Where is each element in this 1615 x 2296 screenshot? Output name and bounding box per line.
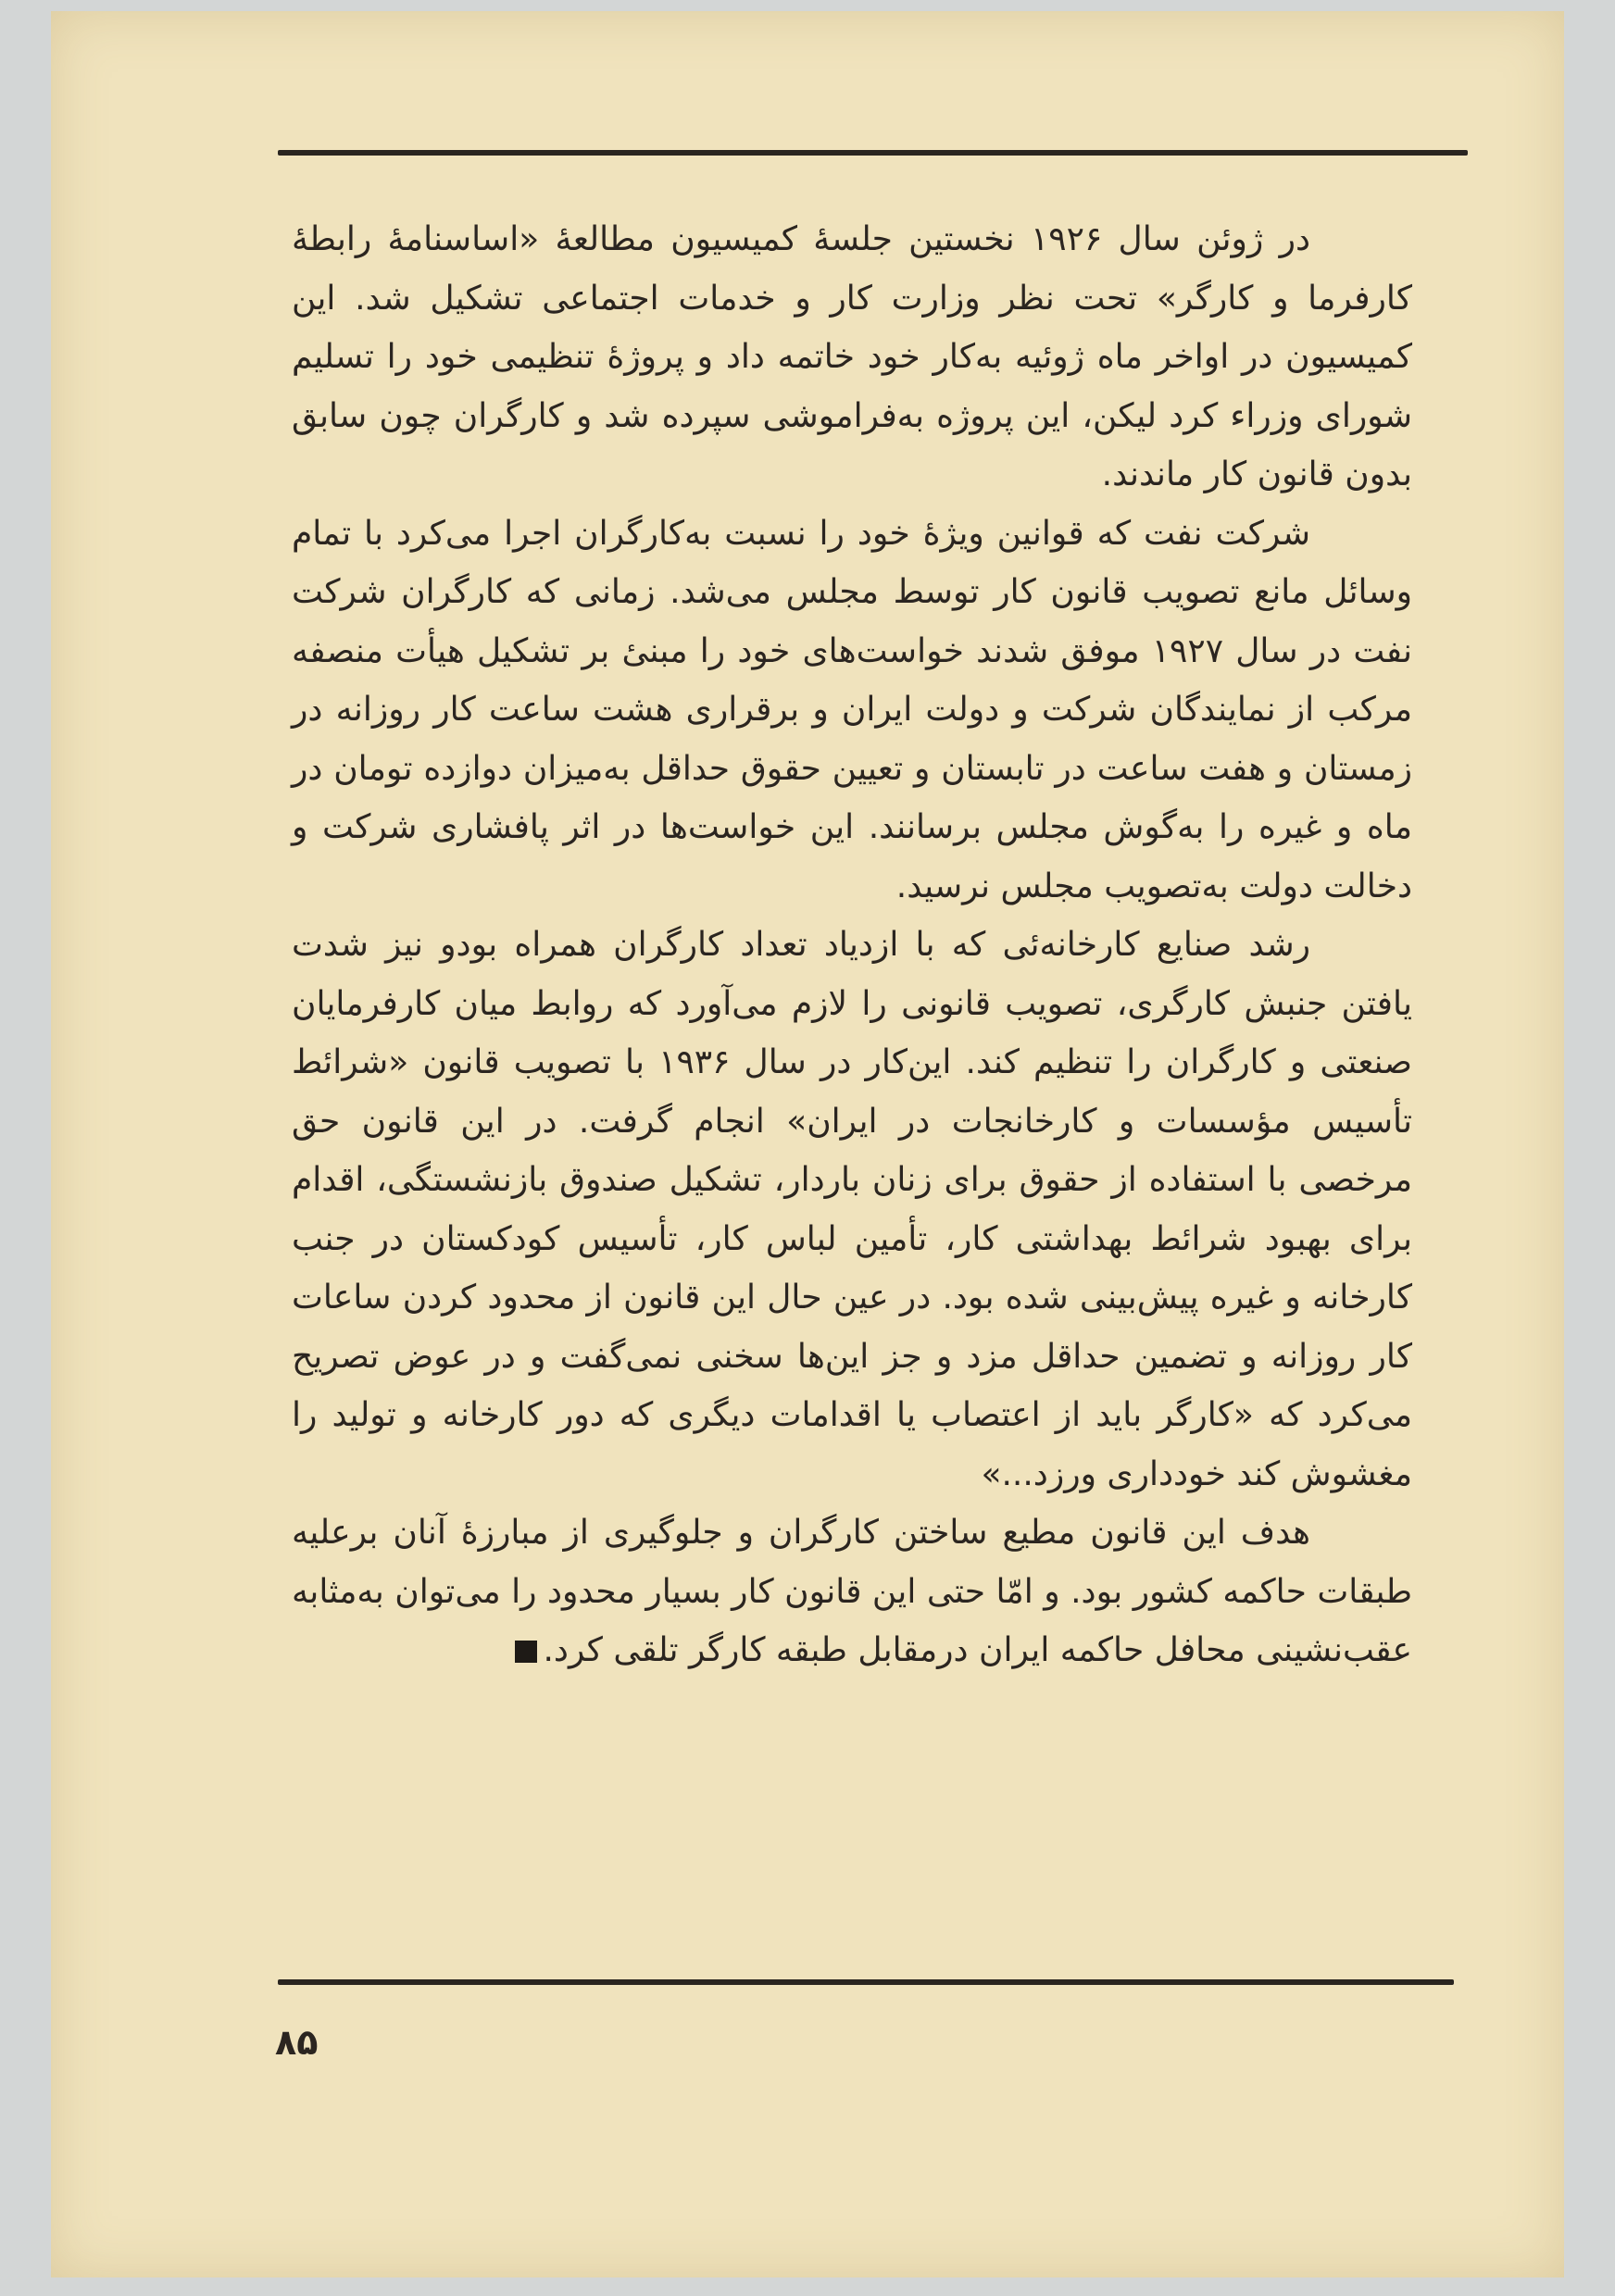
paragraph-last: [292, 1504, 1412, 1680]
paragraph: در ژوئن سال ۱۹۲۶ نخستین جلسهٔ کمیسیون مطالعهٔ «اساسنامهٔ رابطهٔ کارفرما و کارگر» تحت نظر وزارت کار و خدمات اجتماعی تشکیل شد. این کمیسیون در اواخر ماه ژوئیه به‌کار خود خاتمه داد و پروژهٔ تنظیمی خود را تسلیم شورای وزراء کرد لیکن، این پروژه به‌فراموشی سپرده شد و کارگران چون سابق بدون قانون کار ماندند.: [292, 220, 1412, 493]
body-text: [292, 210, 1412, 1680]
bottom-rule: [278, 1979, 1454, 1985]
paragraph: رشد صنایع کارخانه‌ئی که با ازدیاد تعداد کارگران همراه بودو نیز شدت یافتن جنبش کارگری، تصویب قانونی را لازم می‌آورد که روابط میان کارفرمایان صنعتی و کارگران را تنظیم کند. این‌کار در سال ۱۹۳۶ با تصویب قانون «شرائط تأسیس مؤسسات و کارخانجات در ایران» انجام گرفت. در این قانون حق مرخصی با استفاده از حقوق برای زنان باردار، تشکیل صندوق بازنشستگی، اقدام برای بهبود شرائط بهداشتی کار، تأمین لباس کار، تأسیس کودکستان در جنب کارخانه و غیره پیش‌بینی شده بود. در عین حال این قانون از محدود کردن ساعات کار روزانه و تضمین حداقل مزد و جز این‌ها سخنی نمی‌گفت و در عوض تصریح می‌کرد که «کارگر باید از اعتصاب یا اقدامات دیگری که دور کارخانه و تولید را مغشوش کند خودداری ورزد...»: [292, 926, 1412, 1493]
page-sheet: [51, 11, 1564, 2277]
page-number: ۸۵: [275, 2022, 319, 2063]
top-rule: [278, 150, 1468, 156]
paragraph-text: هدف این قانون مطیع ساختن کارگران و جلوگیری از مبارزهٔ آنان برعلیه طبقات حاکمه کشور بود. و امّا حتی این قانون کار بسیار محدود را می‌توان به‌مثابه عقب‌نشینی محافل حاکمه ایران درمقابل طبقه کارگر تلقی کرد.: [292, 1514, 1412, 1669]
end-of-article-mark: [515, 1641, 537, 1663]
paragraph: شرکت نفت که قوانین ویژهٔ خود را نسبت به‌کارگران اجرا می‌کرد با تمام وسائل مانع تصویب قانون کار توسط مجلس می‌شد. زمانی که کارگران شرکت نفت در سال ۱۹۲۷ موفق شدند خواست‌های خود را مبنیٔ بر تشکیل هیأت منصفه مرکب از نمایندگان شرکت و دولت ایران و برقراری هشت ساعت کار روزانه در زمستان و هفت ساعت در تابستان و تعیین حقوق حداقل به‌میزان دوازده تومان در ماه و غیره را به‌گوش مجلس برسانند. این خواست‌ها در اثر پافشاری شرکت و دخالت دولت به‌تصویب مجلس نرسید.: [292, 514, 1412, 905]
